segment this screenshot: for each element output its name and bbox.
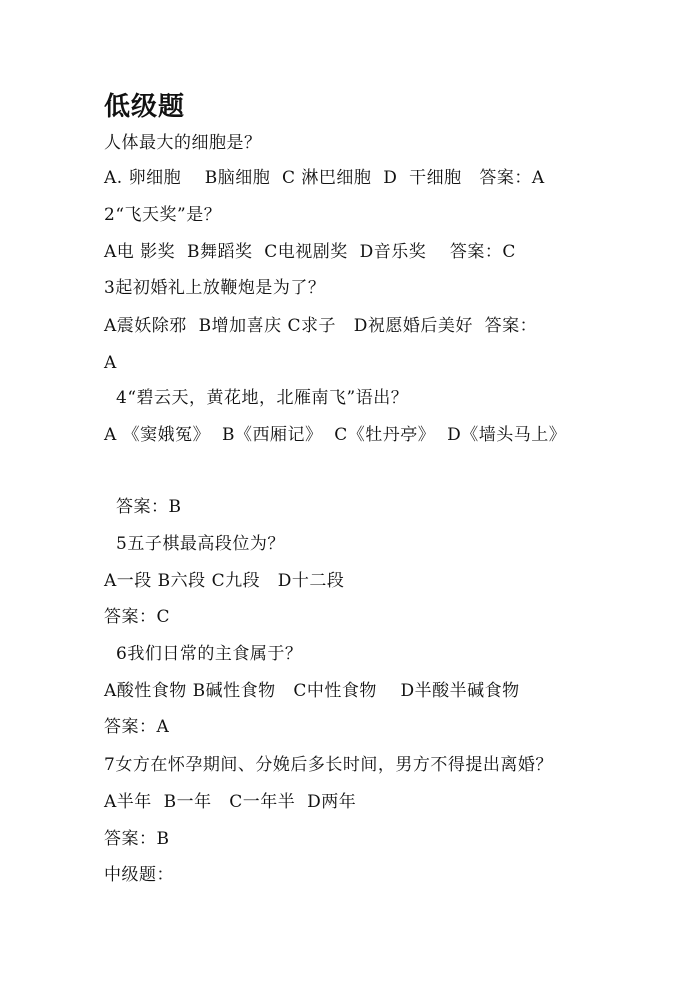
options-line: A酸性食物 B碱性食物 C中性食物 D半酸半碱食物 [104,681,520,701]
options-line: A电 影奖 B舞蹈奖 C电视剧奖 D音乐奖 答案：C [104,242,516,262]
section-title-low: 低级题 [104,92,186,122]
question-line: 3起初婚礼上放鞭炮是为了？ [104,278,326,298]
answer-line: A [104,353,117,373]
answer-line: 答案：C [104,607,171,627]
question-line: 5五子棋最高段位为？ [116,534,285,554]
options-line: A 《窦娥冤》 B《西厢记》 C《牡丹亭》 D《墙头马上》 [104,425,567,445]
section-title-mid: 中级题： [104,865,174,885]
question-line: 6我们日常的主食属于？ [116,644,303,664]
question-line: 人体最大的细胞是？ [104,133,262,153]
options-line: A. 卵细胞 B脑细胞 C 淋巴细胞 D 干细胞 答案：A [104,168,545,188]
answer-line: 答案：A [104,717,170,737]
answer-line: 答案：B [116,497,182,517]
options-line: A一段 B六段 C九段 D十二段 [104,571,345,591]
answer-line: 答案：B [104,829,170,849]
options-line: A震妖除邪 B增加喜庆 C求子 D祝愿婚后美好 答案： [104,316,538,336]
question-line: 2“飞天奖”是？ [104,205,222,225]
question-line: 4“碧云天，黄花地，北雁南飞”语出？ [116,388,409,408]
options-line: A半年 B一年 C一年半 D两年 [104,792,357,812]
question-line: 7女方在怀孕期间、分娩后多长时间，男方不得提出离婚？ [104,755,553,775]
